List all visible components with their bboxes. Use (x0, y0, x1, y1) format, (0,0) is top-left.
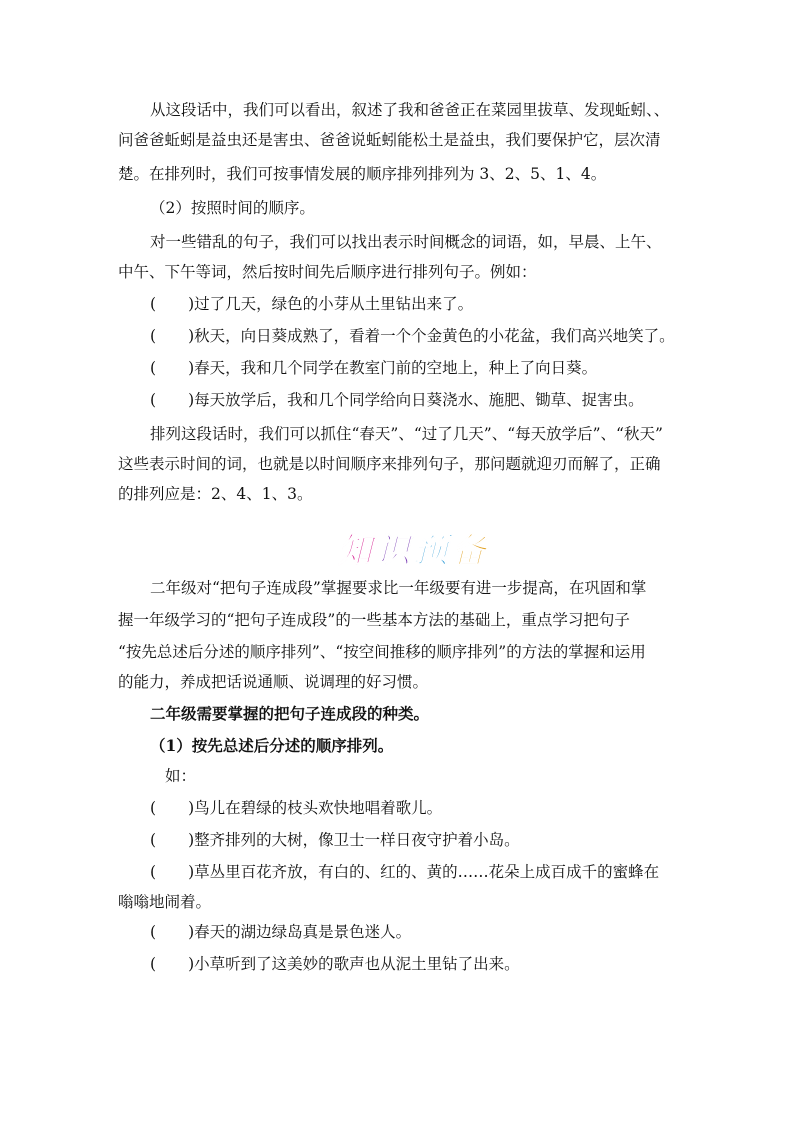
list-item (150, 390, 644, 410)
blank-close: ) (188, 863, 195, 881)
blank-open: ( (150, 799, 157, 817)
blank-open: ( (150, 955, 157, 973)
list-item-text: 整齐排列的大树，像卫士一样日夜守护着小岛。 (194, 831, 520, 849)
list-item-text: 小草听到了这美妙的歌声也从泥土里钻了出来。 (194, 955, 520, 973)
section-heading: （2）按照时间的顺序。 (150, 199, 315, 217)
paragraph-line: 楚。在排列时，我们可按事情发展的顺序排列排列为 3、2、5、1、4。 (118, 165, 607, 183)
paragraph-line: 排列这段话时，我们可以抓住“春天”、“过了几天”、“每天放学后”、“秋天” (150, 425, 663, 443)
list-item-text: 草丛里百花齐放，有白的、红的、黄的……花朵上成百成千的蜜蜂在 (194, 863, 660, 881)
list-item-text: 过了几天，绿色的小芽从土里钻出来了。 (194, 295, 474, 313)
paragraph-line: “按先总述后分述的顺序排列”、“按空间推移的顺序排列”的方法的掌握和运用 (118, 643, 646, 661)
blank-open: ( (150, 327, 157, 345)
list-item-continuation: 嗡嗡地闹着。 (118, 893, 212, 911)
banner-char: 知 (338, 531, 372, 570)
banner-char: 预 (414, 531, 448, 570)
bold-subtitle: （1）按先总述后分述的顺序排列。 (150, 736, 394, 755)
blank-open: ( (150, 831, 157, 849)
list-item-text: 鸟儿在碧绿的枝头欢快地唱着歌儿。 (194, 799, 443, 817)
paragraph-line: 中午、下午等词，然后按时间先后顺序进行排列句子。例如： (118, 263, 537, 281)
blank-close: ) (188, 831, 195, 849)
blank-open: ( (150, 295, 157, 313)
list-item (150, 954, 520, 974)
knowledge-banner (330, 530, 490, 570)
banner-char: 备 (452, 531, 486, 570)
paragraph-line: 对一些错乱的句子，我们可以找出表示时间概念的词语，如，早晨、上午、 (150, 233, 662, 251)
blank-close: ) (188, 955, 195, 973)
paragraph-line: 这些表示时间的词，也就是以时间顺序来排列句子，那问题就迎刃而解了，正确 (118, 455, 661, 473)
blank-close: ) (188, 923, 195, 941)
list-item-text: 春天，我和几个同学在教室门前的空地上，种上了向日葵。 (194, 359, 598, 377)
blank-close: ) (188, 295, 195, 313)
blank-close: ) (188, 391, 195, 409)
paragraph-line: 的能力，养成把话说通顺、说调理的好习惯。 (118, 673, 429, 691)
paragraph-line: 问爸爸蚯蚓是益虫还是害虫、爸爸说蚯蚓能松土是益虫，我们要保护它，层次清 (118, 131, 661, 149)
paragraph-line: 二年级对“把句子连成段”掌握要求比一年级要有进一步提高，在巩固和掌 (150, 579, 647, 597)
list-item (150, 326, 675, 346)
paragraph-line: 握一年级学习的“把句子连成段”的一些基本方法的基础上，重点学习把句子 (118, 611, 630, 629)
blank-open: ( (150, 863, 157, 881)
blank-open: ( (150, 391, 157, 409)
blank-open: ( (150, 923, 157, 941)
list-item (150, 798, 442, 818)
blank-close: ) (188, 359, 195, 377)
list-item (150, 862, 659, 882)
list-item-text: 春天的湖边绿岛真是景色迷人。 (194, 923, 412, 941)
paragraph-line: 的排列应是：2、4、1、3。 (118, 485, 313, 503)
list-item-text: 每天放学后，我和几个同学给向日葵浇水、施肥、锄草、捉害虫。 (194, 391, 644, 409)
list-item (150, 294, 473, 314)
list-item (150, 358, 597, 378)
blank-open: ( (150, 359, 157, 377)
blank-close: ) (188, 327, 195, 345)
bold-title: 二年级需要掌握的把句子连成段的种类。 (150, 704, 430, 723)
blank-close: ) (188, 799, 195, 817)
list-item (150, 922, 411, 942)
example-label: 如： (165, 767, 197, 785)
paragraph-line: 从这段话中，我们可以看出，叙述了我和爸爸正在菜园里拔草、发现蚯蚓、、 (150, 101, 670, 119)
list-item (150, 830, 520, 850)
list-item-text: 秋天，向日葵成熟了，看着一个个金黄色的小花盆，我们高兴地笑了。 (194, 327, 675, 345)
banner-char: 识 (376, 531, 410, 570)
